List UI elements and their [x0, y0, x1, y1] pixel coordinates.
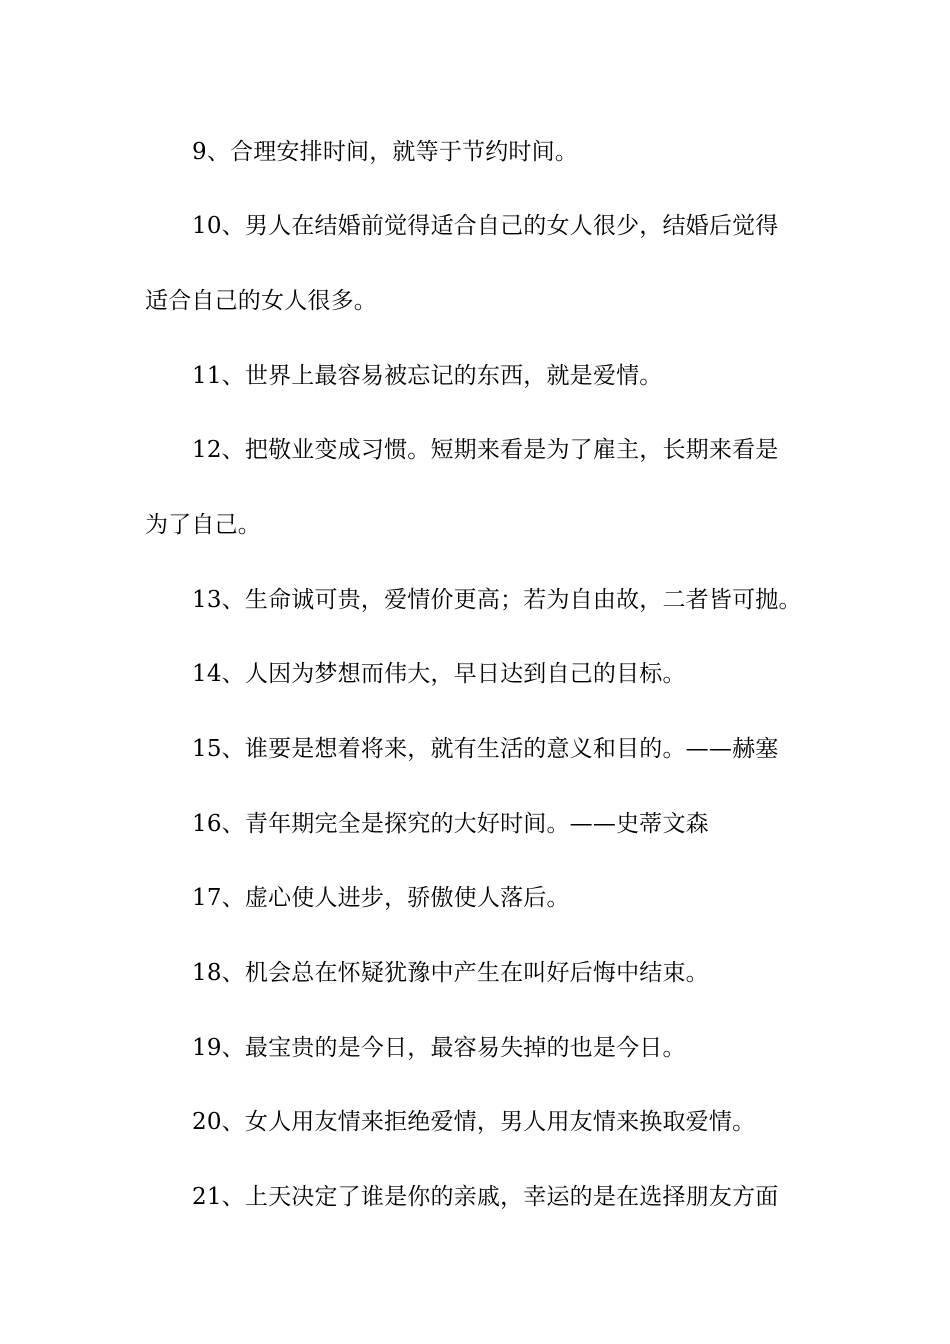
quote-line-15: 15、谁要是想着将来，就有生活的意义和目的。——赫塞	[192, 736, 779, 762]
quote-line-18: 18、机会总在怀疑犹豫中产生在叫好后悔中结束。	[192, 960, 709, 986]
quote-line-13: 13、生命诚可贵，爱情价更高；若为自由故，二者皆可抛。	[192, 587, 802, 613]
quote-line-10-continued: 适合自己的女人很多。	[145, 288, 377, 314]
quote-line-9: 9、合理安排时间，就等于节约时间。	[192, 139, 579, 165]
quote-line-12: 12、把敬业变成习惯。短期来看是为了雇主，长期来看是	[192, 437, 779, 463]
quote-line-10: 10、男人在结婚前觉得适合自己的女人很少，结婚后觉得	[192, 213, 779, 239]
quote-line-20: 20、女人用友情来拒绝爱情，男人用友情来换取爱情。	[192, 1109, 756, 1135]
quote-line-17: 17、虚心使人进步，骄傲使人落后。	[192, 885, 570, 911]
quote-line-14: 14、人因为梦想而伟大，早日达到自己的目标。	[192, 661, 686, 687]
quote-line-21: 21、上天决定了谁是你的亲戚，幸运的是在选择朋友方面	[192, 1184, 779, 1210]
quote-line-12-continued: 为了自己。	[145, 512, 261, 538]
quote-line-16: 16、青年期完全是探究的大好时间。——史蒂文森	[192, 811, 709, 837]
quote-line-19: 19、最宝贵的是今日，最容易失掉的也是今日。	[192, 1035, 686, 1061]
quote-line-11: 11、世界上最容易被忘记的东西，就是爱情。	[192, 363, 663, 389]
